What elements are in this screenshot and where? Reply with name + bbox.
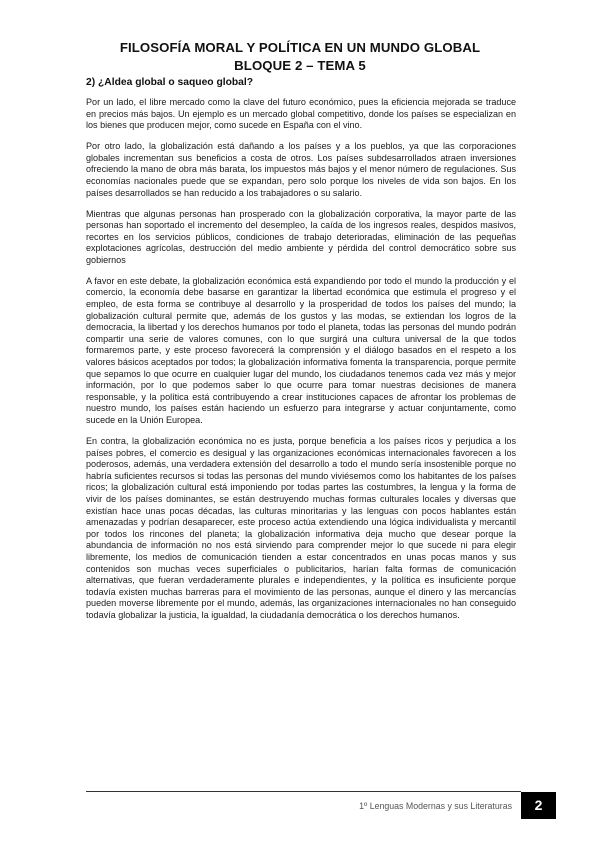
- paragraph-3: Mientras que algunas personas han prosperado con la globalización corporativa, la mayor parte de las personas han soportado el incremento del desempleo, la caída de los ingresos reales, despidos masivos, recortes en los servicios públicos, condiciones de trabajo deterioradas, eliminación de las pequeñas explotaciones agrícolas, destrucción del medio ambiente y pérdida del control democrático sobre sus gobiernos: [86, 208, 516, 265]
- page-title: FILOSOFÍA MORAL Y POLÍTICA EN UN MUNDO GLOBAL: [119, 40, 481, 55]
- body-text: [86, 97, 516, 631]
- paragraph-1: Por un lado, el libre mercado como la clave del futuro económico, pues la eficiencia mejorada se traduce en precios más bajos. Un ejemplo es un mercado global competitivo, donde los países se especializan en los bienes que producen mejor, como sucede en España con el vino.: [86, 97, 516, 131]
- paragraph-5: En contra, la globalización económica no es justa, porque beneficia a los países ricos y perjudica a los países pobres, el comercio es desigual y las organizaciones económicas internacionales favorecen a los poderosos, además, una verdadera extensión del desarrollo a todo el mundo sería insostenible porque no habría suficientes recursos si todas las personas del mundo viviésemos como los habitantes de los países ricos; la globalización cultural está imponiendo por todas partes las costumbres, la lengua y la forma de vivir de los países dominantes, se están destruyendo muchas formas culturales locales y diversas que existían hace unas pocas décadas, las culturas minoritarias y las lenguas con pocos hablantes están amenazadas y podrían desaparecer, este proceso actúa extendiendo una lógica individualista y mercantil por todos los rincones del planeta; la globalización informativa deja mucho que desear porque la abundancia de información no nos está sirviendo para comprender mejor lo que sucede ni para elegir libremente, los medios de comunicación tienden a estar concentrados en unas pocas manos y sus contenidos son muchas veces superficiales o publicitarios, harían falta formas de comunicación alternativas, que fueran verdaderamente plurales e independientes, y la política es insuficiente porque todavía existen muchas barreras para el movimiento de las personas, aunque el dinero y las mercancías pueden moverse libremente por el mundo, además, las organizaciones internacionales no han conseguido todavía globalizar la justicia, la igualdad, la ciudadanía democrática o los derechos humanos.: [86, 436, 516, 620]
- paragraph-2: Por otro lado, la globalización está dañando a los países y a los pueblos, ya que las corporaciones globales incrementan sus beneficios a costa de otros. Los países subdesarrollados atraen inversiones ofreciendo la mano de obra más barata, los impuestos más bajos y el menor número de regulaciones. Sus economías nacionales puede que se expandan, pero solo porque los niveles de vida son bajos. En los países desarrollados se han reducido a los trabajadores o su salario.: [86, 141, 516, 198]
- page-number-badge: 2: [521, 792, 556, 819]
- page-subtitle: BLOQUE 2 – TEMA 5: [234, 58, 366, 73]
- footer-course-label: 1º Lenguas Modernas y sus Literaturas: [359, 801, 512, 811]
- paragraph-4: A favor en este debate, la globalización económica está expandiendo por todo el mundo la producción y el comercio, la economía debe basarse en garantizar la libertad económica que estimula el progreso y el empleo, de esta forma se contribuye al desarrollo y la prosperidad de todos los países del mundo; la globalización cultural permite que, además de los gustos y las modas, se extiendan los logros de la democracia, la libertad y los derechos humanos por todo el planeta, todas las personas del mundo podrán compartir una serie de valores comunes, con lo que surgirá una cultura universal de la que todos formaremos parte, y este proceso favorecerá la comprensión y el diálogo basados en el respeto a los valores básicos aceptados por todos; la globalización informativa fomenta la transparencia, porque permite que sepamos lo que ocurre en cualquier lugar del mundo, los ciudadanos tenemos cada vez más y mejor información, por lo que podemos saber lo que ocurre para tomar nuestras decisiones de manera responsable, y la política está contribuyendo a crear instituciones capaces de afrontar los problemas de nuestro mundo, los países están haciendo un esfuerzo para integrarse y actuar conjuntamente, como sucede en la Unión Europea.: [86, 275, 516, 426]
- section-heading: 2) ¿Aldea global o saqueo global?: [86, 77, 254, 88]
- footer-divider: [86, 791, 521, 792]
